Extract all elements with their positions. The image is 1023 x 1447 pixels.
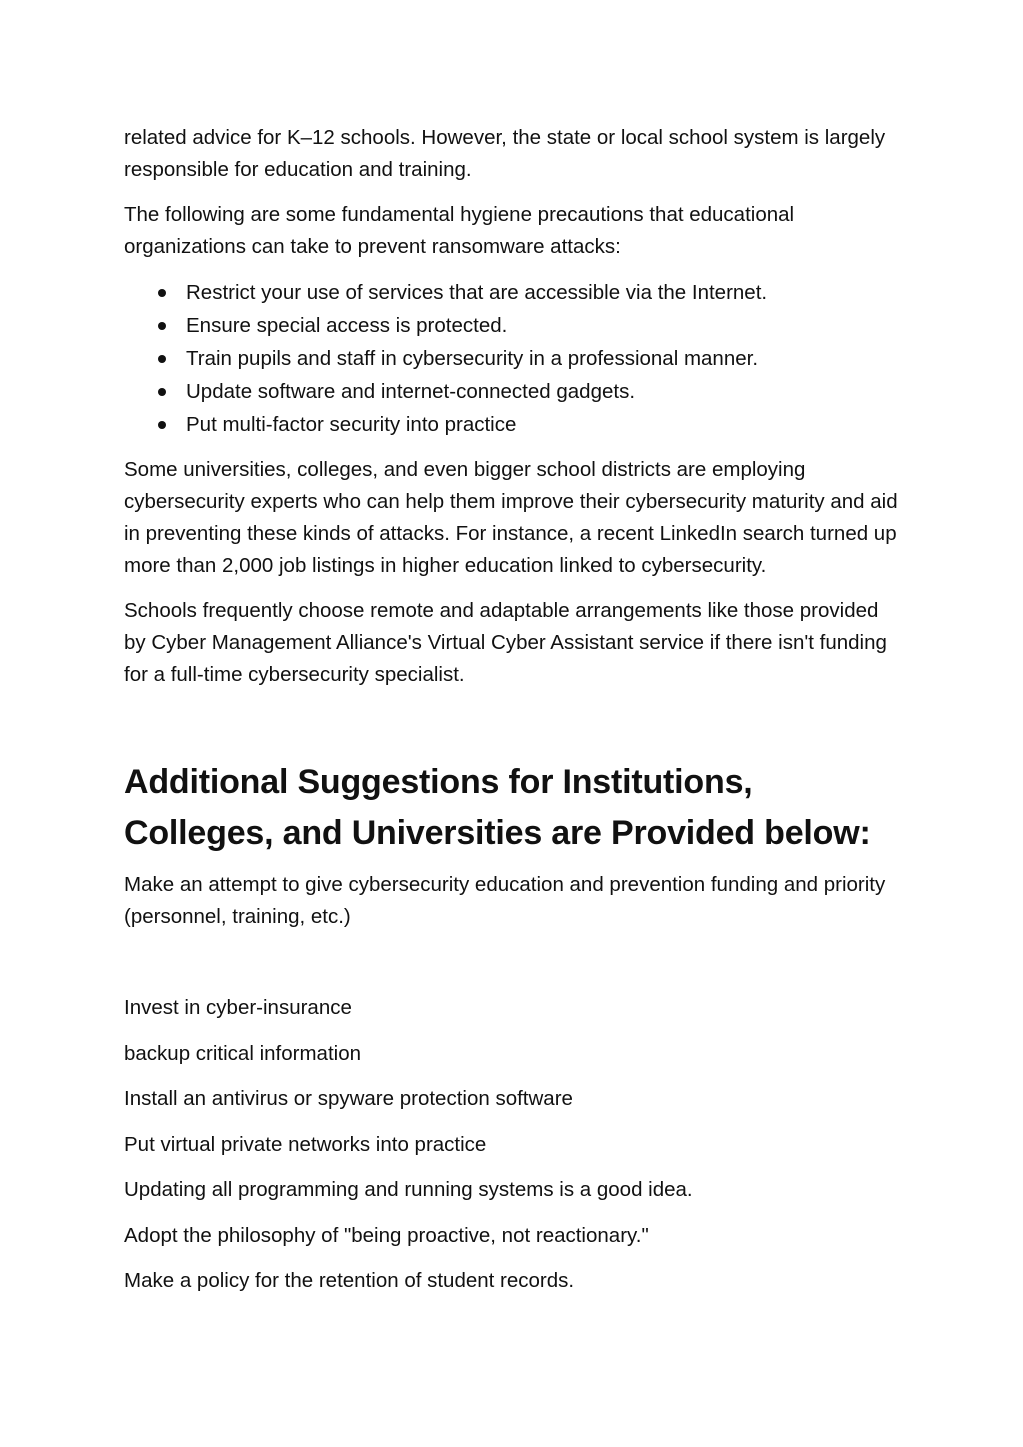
bullet-icon bbox=[158, 289, 166, 297]
spacer bbox=[124, 946, 904, 992]
precautions-intro: The following are some fundamental hygiene precautions that educational organizations can take to prevent ransomware attacks: bbox=[124, 203, 795, 258]
list-item-text: Put multi-factor security into practice bbox=[186, 413, 517, 436]
bullet-icon bbox=[158, 322, 166, 330]
list-item bbox=[124, 342, 904, 375]
bullet-icon bbox=[158, 421, 166, 429]
funding-paragraph: Make an attempt to give cybersecurity education and prevention funding and priority (personnel, training, etc.) bbox=[124, 873, 886, 928]
document-page bbox=[124, 122, 904, 1311]
suggestion-item: Install an antivirus or spyware protection software bbox=[124, 1087, 573, 1110]
suggestion-item: backup critical information bbox=[124, 1041, 361, 1065]
precautions-list bbox=[124, 276, 904, 441]
suggestion-item: Adopt the philosophy of "being proactive, not reactionary." bbox=[124, 1223, 649, 1247]
list-item bbox=[124, 276, 904, 309]
list-item-text: Restrict your use of services that are accessible via the Internet. bbox=[186, 281, 768, 304]
list-item bbox=[124, 408, 904, 441]
suggestion-item: Make a policy for the retention of student records. bbox=[124, 1269, 575, 1292]
list-item bbox=[124, 309, 904, 342]
remote-paragraph: Schools frequently choose remote and adaptable arrangements like those provided by Cyber Management Alliance's Virtual Cyber Assistant service if there isn't funding for a full-time cybersecurity specialist. bbox=[124, 599, 887, 686]
list-item-text: Ensure special access is protected. bbox=[186, 314, 508, 337]
suggestion-item: Updating all programming and running systems is a good idea. bbox=[124, 1178, 693, 1201]
suggestion-item: Invest in cyber-insurance bbox=[124, 996, 352, 1019]
bullet-icon bbox=[158, 355, 166, 363]
bullet-icon bbox=[158, 388, 166, 396]
section-heading: Additional Suggestions for Institutions, Colleges, and Universities are Provided below: bbox=[124, 763, 871, 852]
experts-paragraph: Some universities, colleges, and even bigger school districts are employing cybersecurity experts who can help them improve their cybersecurity maturity and aid in preventing these kinds of attacks. For instance, a recent LinkedIn search turned up more than 2,000 job listings in higher education linked to cybersecurity. bbox=[124, 458, 898, 577]
list-item-text: Train pupils and staff in cybersecurity in a professional manner. bbox=[186, 347, 759, 370]
suggestion-item: Put virtual private networks into practice bbox=[124, 1132, 487, 1156]
intro-paragraph: related advice for K–12 schools. However, the state or local school system is largely responsible for education and training. bbox=[124, 126, 886, 181]
list-item bbox=[124, 375, 904, 408]
list-item-text: Update software and internet-connected gadgets. bbox=[186, 380, 636, 403]
